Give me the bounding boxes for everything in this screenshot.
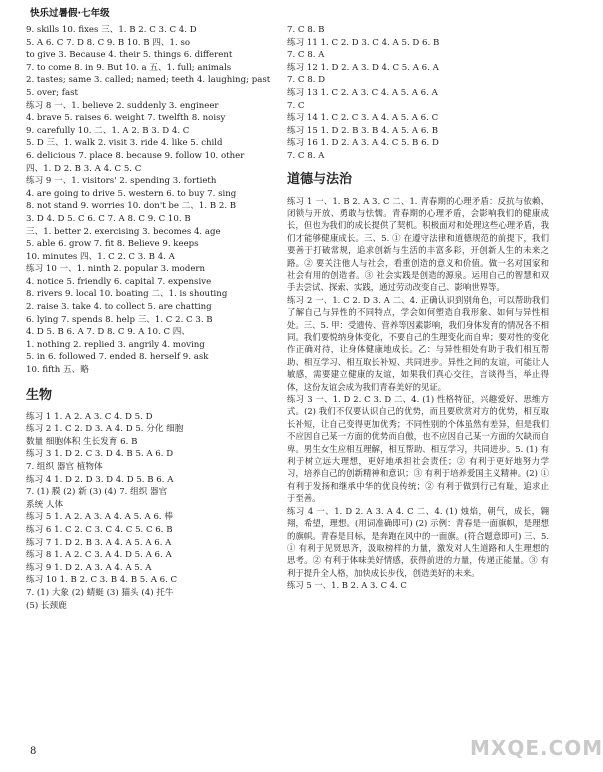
answer-line: 5. D 三、1. walk 2. visit 3. ride 4. like 5. child <box>26 138 223 149</box>
answer-line: 练习 10 1. B 2. C 3. B 4. B 5. A 6. C <box>26 575 178 586</box>
answer-paragraph: 练习 1 一、1. B 2. A 3. C 二、1. 青春期的心理矛盾：反抗与依赖、闭锁与开放、勇敢与怯懦。青春期的心理矛盾，会影响我们的健康成长，但也为我们的成长提供了契机。积极面对和处理这些心理矛盾，我们才能够健康成长。三、5. ① 在遵守法律和道德规范的前提下，我们要善于打破常规，追求创新与生活的丰富多彩，开创新人生的未来之路。② 要关注他人与社会，看重创造的意义和价值。做一名对国家和社会有用的创造者。③ 社会实践是创造的源泉。运用自己的智慧和双手去尝试、探索、实践，通过劳动改变自己、影响世界等。 <box>287 195 549 293</box>
answer-line: to give 3. Because 4. their 5. things 6. different <box>26 50 233 61</box>
english-answers <box>26 24 281 377</box>
answer-line: 7. (1) 大象 (2) 蜻蜓 (3) 猫头 (4) 托牛 <box>26 587 174 598</box>
answer-line: 练习 5 1. A 2. A 3. A 4. A 5. A 6. 棒 <box>26 512 173 523</box>
answer-line: 4. D 5. B 6. A 7. D 8. C 9. A 10. C 四、 <box>26 327 190 338</box>
answer-line: 7. (1) 膜 (2) 新 (3) (4) 7. 组织 器官 <box>26 487 168 498</box>
answer-line: 7. to come 8. in 9. But 10. a 五、1. full; animals <box>26 62 232 73</box>
answer-line: 练习 2 1. C 2. D 3. A 4. D 5. 分化 细胞 <box>26 424 184 435</box>
answer-line: 练习 8 1. A 2. C 3. A 4. D 5. A 6. A <box>26 550 172 561</box>
answer-line: 6. lying 7. spends 8. help 三、1. C 2. C 3. B <box>26 314 213 325</box>
answer-line: 4. are going to drive 5. western 6. to buy 7. sing <box>26 188 237 199</box>
answer-line: 练习 14 1. C 2. C 3. A 4. A 5. A 6. C <box>287 113 439 124</box>
answer-line: 练习 15 1. D 2. B 3. B 4. A 5. A 6. B <box>287 125 439 136</box>
answer-paragraph: 练习 4 一、1. D 2. A 3. A 4. C 二、4. (1) 烛焰，朝气，成长，翱翔，希望，理想。(用词准确即可) (2) 示例：青春是一面旗帜，是理想的旗帜。青春是目标，是奔跑在风中的一面旗。(符合题意即可) 三、5. ① 有利于见贤思齐，汲取榜样的力量，激发对人生道路和人生理想的思考。② 有利于体味美好情感，获得前进的力量，传递正能量。③ 有利于提升全人格，加快成长步伐，创造美好的未来。 <box>287 505 549 578</box>
answer-line: 练习 10 一、1. ninth 2. popular 3. modern <box>26 264 206 275</box>
answer-line: 4. notice 5. friendly 6. capital 7. expensive <box>26 276 212 287</box>
answer-line: 3. D 4. D 5. C 6. C 7. A 8. C 9. C 10. B <box>26 213 191 224</box>
answer-line: 7. C 8. D <box>287 75 326 86</box>
biology-title: 生物 <box>26 387 53 403</box>
answer-line: 7. C 8. A <box>287 150 325 161</box>
morality-title: 道德与法治 <box>287 171 353 187</box>
answer-line: 练习 7 1. D 2. B 3. A 4. A 5. A 6. A <box>26 537 172 548</box>
answer-line: 7. 组织 器官 植物体 <box>26 462 103 472</box>
answer-line: 练习 9 一、1. visitors' 2. spending 3. fortieth <box>26 176 217 187</box>
answer-line: 2. raise 3. take 4. to collect 5. are chatting <box>26 302 212 313</box>
answer-line: 系统 人体 <box>26 499 64 510</box>
answer-line: 练习 11 1. C 2. D 3. C 4. A 5. D 6. B <box>287 37 440 48</box>
answer-line: 8. rivers 9. local 10. boating 二、1. is shouting <box>26 289 228 300</box>
answer-line: 练习 8 一、1. believe 2. suddenly 3. engineer <box>26 100 219 111</box>
answer-line: 练习 13 1. C 2. A 3. C 4. A 5. A 6. A <box>287 87 438 98</box>
morality-answers <box>287 195 549 592</box>
misc-answers <box>287 24 549 163</box>
answer-paragraph: 练习 5 一、1. B 2. A 3. C 4. C <box>287 580 407 591</box>
answer-line: 练习 9 1. D 2. A 3. A 4. A 5. A <box>26 562 152 573</box>
answer-line: (5) 长颈鹿 <box>26 600 67 611</box>
right-column <box>287 24 549 592</box>
answer-paragraph: 练习 2 一、1. C 2. D 3. A 二、4. 正确认识到别角色，可以帮助我们了解自己与异性的不同特点，学会如何塑造自我形象、如何与异性相处。三、5. 甲：受遗传、营养等因素影响，我们身体发育的情况各不相同。我们要悦纳身体变化，不要自己的生理变化而自卑；要对性的变化作正确对待，让身体健康地成长。乙：与异性相处有助于我们相互帮助、相互学习、相互取长补短、共同进步。异性之间的友谊，可能让人敏感，需要建立健康的友谊，如果我们真心交往，言谈得当，举止得体，这份友谊会成为我们青春美好的见证。 <box>287 294 549 392</box>
book-header: 快乐过暑假·七年级 <box>30 8 110 19</box>
answer-line: 9. skills 10. fixes 三、1. B 2. C 3. C 4. D <box>26 25 197 35</box>
answer-line: 数量 细胞体积 生长发育 6. B <box>26 436 138 447</box>
answer-line: 三、1. better 2. exercising 3. becomes 4. age <box>26 226 221 237</box>
answer-line: 6. delicious 7. place 8. because 9. follow 10. other <box>26 150 245 161</box>
answer-paragraph: 练习 3 一、1. D 2. C 3. D 二、4. (1) 性格特征，兴趣爱好、思维方式。(2) 我们不仅要认识自己的优势，而且要欣赏对方的优势，相互取长补短，让自己变得更加优秀；不同性别的个体虽然有差异，但是我们不应因自己某一方面的优势而自傲，也不应因自己某一方面的欠缺而自卑。男生女生应相互理解，相互帮助、相互学习，共同进步。5. (1) 有利于树立远大理想，更好地承担社会责任；② 有利于更好地努力学习，培养自己的创新精神和意识；③ 有利于培养爱国主义精神。(2) ① 有利于发扬和继承中华的优良传统；② 有利于做到行己有耻，追求止于至善。 <box>287 394 549 504</box>
answer-line: 4. brave 5. raises 6. weight 7. twelfth 8. noisy <box>26 113 226 124</box>
answer-line: 练习 3 1. D 2. C 3. D 4. B 5. A 6. D <box>26 449 174 460</box>
answer-line: 9. carefully 10. 二、1. A 2. B 3. D 4. C <box>26 125 190 136</box>
answer-line: 5. A 6. C 7. D 8. C 9. B 10. B 四、1. so <box>26 37 191 48</box>
answer-line: 5. able 6. grow 7. fit 8. Believe 9. keeps <box>26 239 199 250</box>
answer-line: 1. nothing 2. replied 3. angrily 4. moving <box>26 339 205 350</box>
answer-line: 练习 4 1. D 2. D 3. D 4. D 5. B 6. A <box>26 474 174 485</box>
answer-line: 5. in 6. followed 7. ended 8. herself 9. ask <box>26 352 209 363</box>
answer-line: 10. minutes 四、1. C 2. C 3. B 4. A <box>26 251 175 262</box>
answer-line: 5. over; fast <box>26 87 78 98</box>
watermark: MXQE.COM <box>470 736 603 760</box>
answer-line: 7. C 8. A <box>287 50 325 61</box>
answer-line: 7. C <box>287 100 305 111</box>
answer-line: 练习 16 1. D 2. A 3. A 4. C 5. B 6. D <box>287 138 439 149</box>
answer-line: 8. not stand 9. worries 10. don't be 二、1. B 2. B <box>26 201 237 212</box>
answer-line: 四、1. D 2. B 3. A 4. C 5. C <box>26 163 142 174</box>
left-column <box>26 24 281 612</box>
answer-line: 练习 12 1. D 2. A 3. D 4. C 5. A 6. A <box>287 62 439 73</box>
answer-line: 练习 6 1. C 2. C 3. C 4. C 5. C 6. B <box>26 524 173 535</box>
answer-line: 2. tastes; same 3. called; named; teeth 4. laughing; past <box>26 75 271 86</box>
answer-line: 10. fifth 五、略 <box>26 365 89 376</box>
biology-answers <box>26 411 281 613</box>
page-number: 8 <box>30 746 37 757</box>
answer-line: 练习 1 1. A 2. A 3. C 4. D 5. D <box>26 411 153 422</box>
answer-line: 7. C 8. B <box>287 25 325 35</box>
